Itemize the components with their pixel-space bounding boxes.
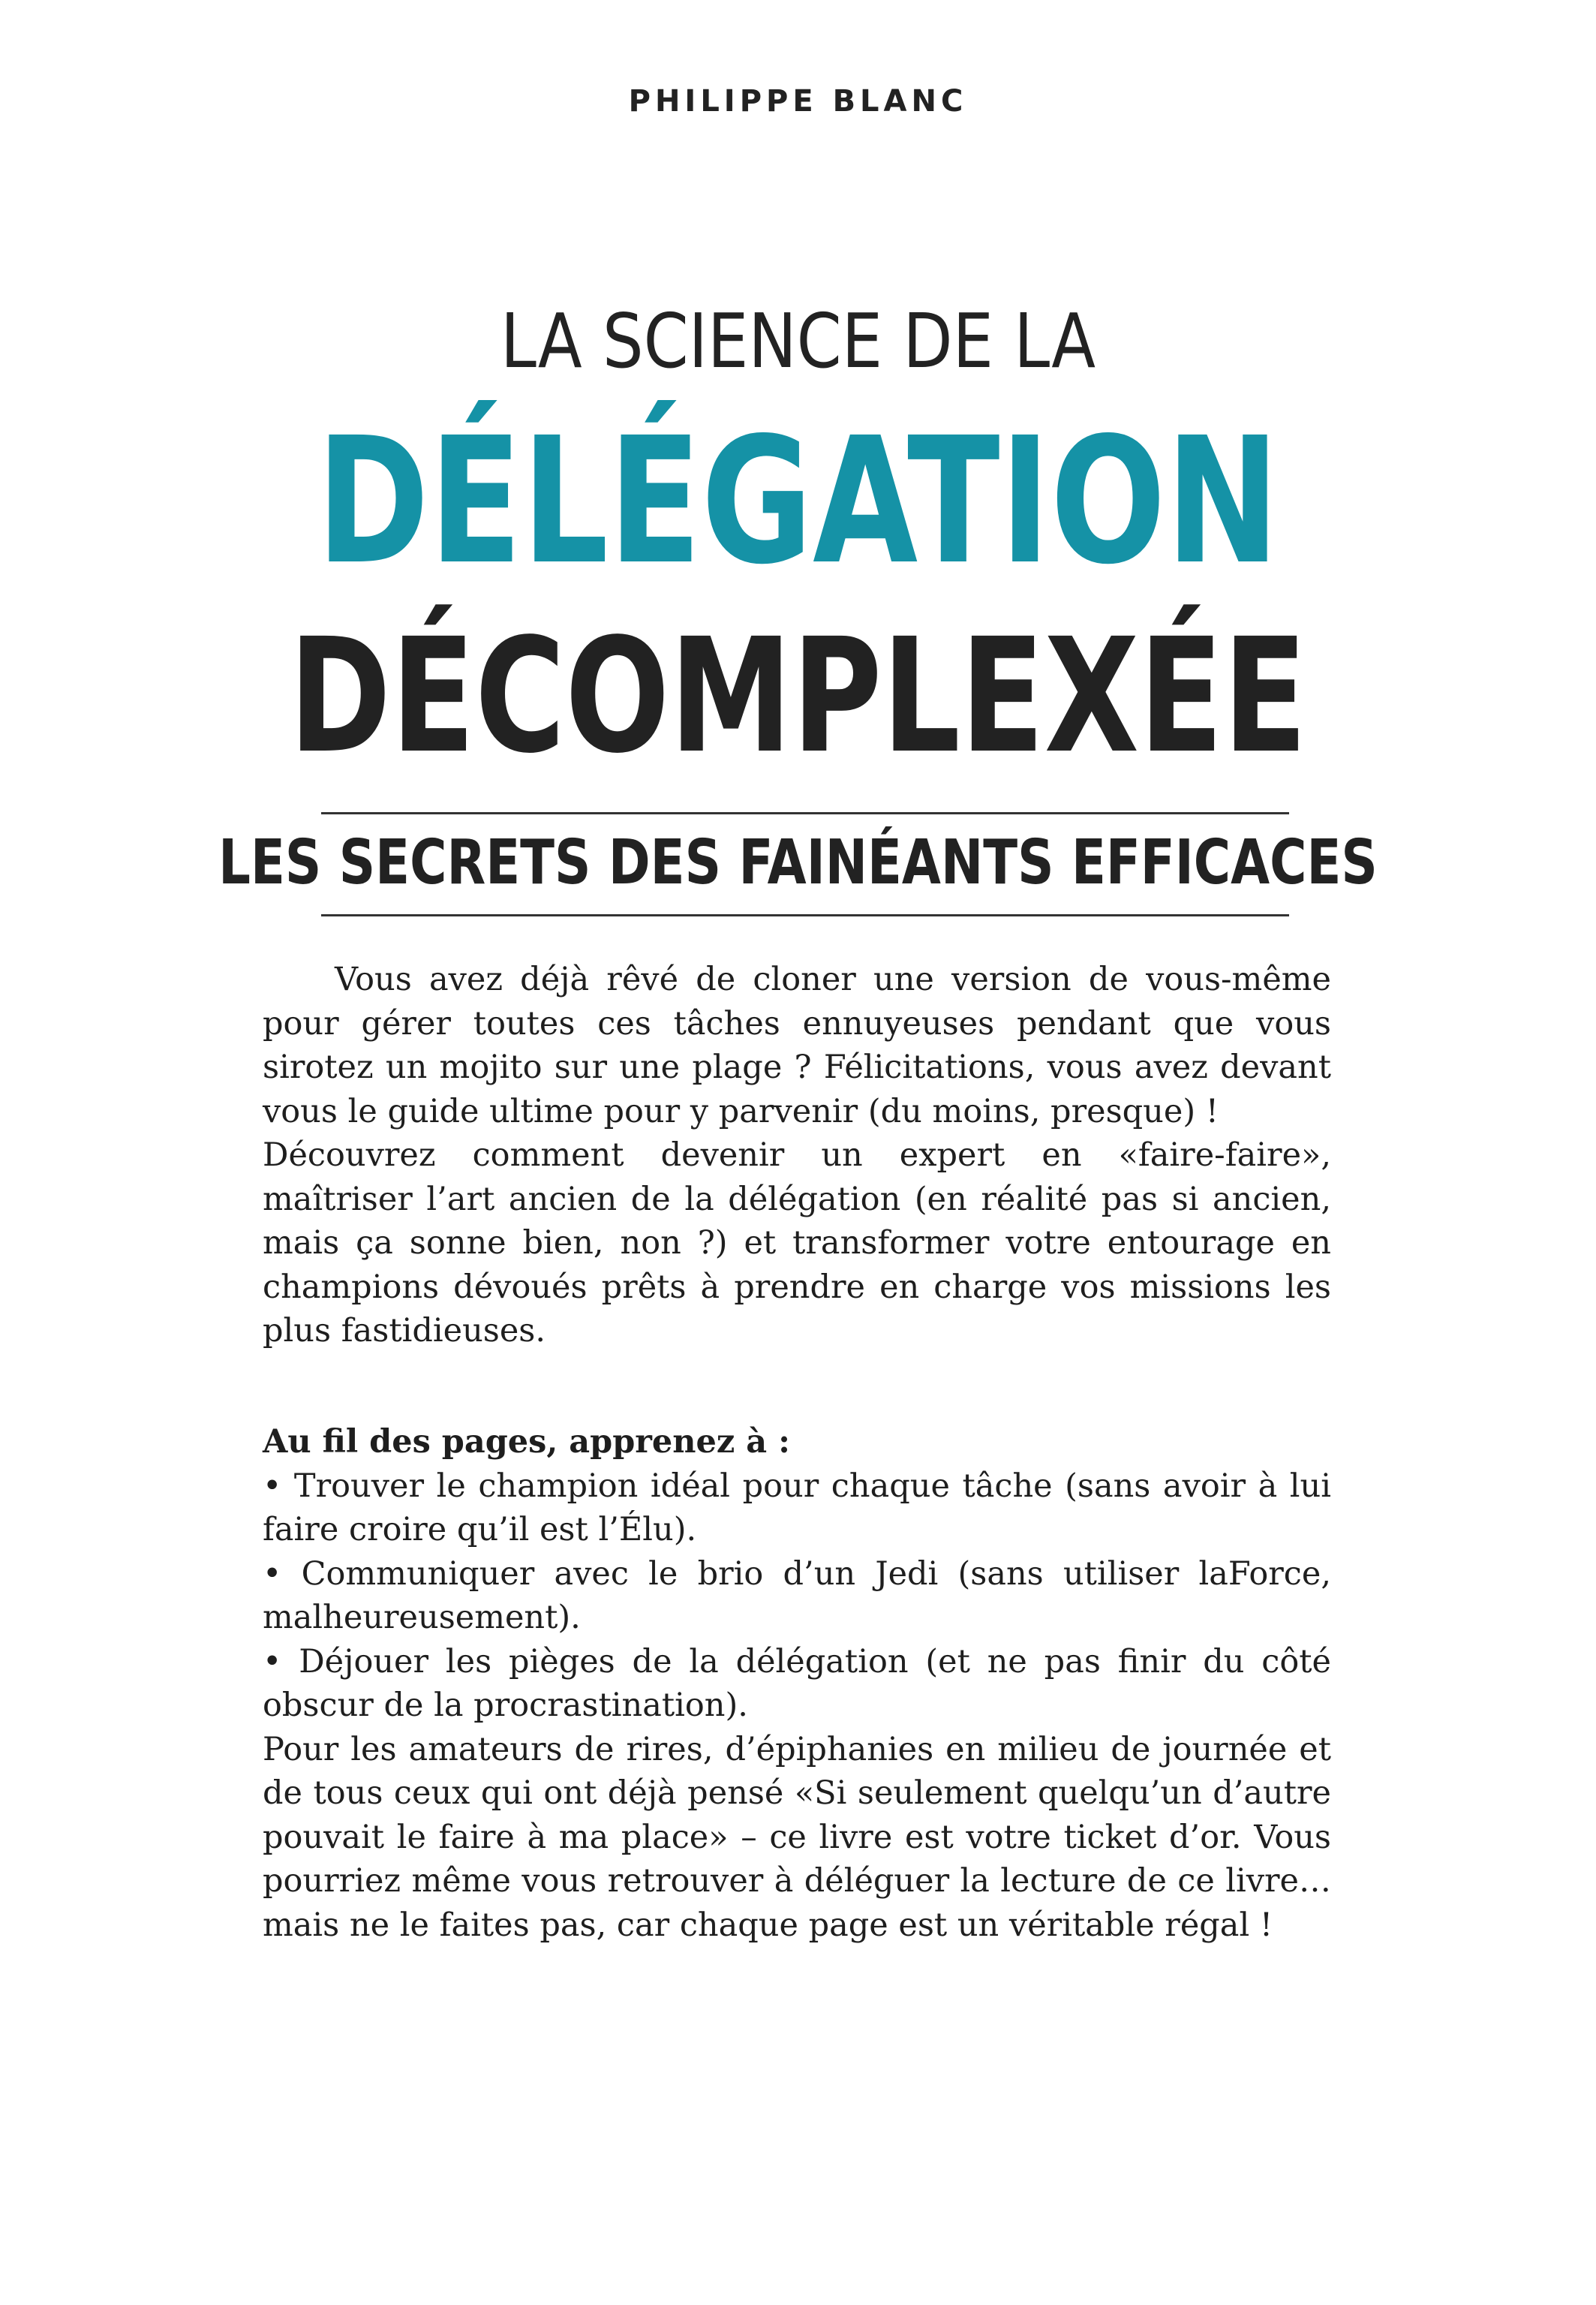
- subtitle-top-rule: [321, 812, 1289, 814]
- intro-paragraph: Découvrez comment devenir un expert en «faire-faire», maîtriser l’art ancien de la délégation (en réalité pas si ancien, mais ça sonne bien, non ?) et transformer votre entourage en champions dévoués prêts à prendre en charge vos missions les plus fastidieuses.: [263, 1136, 1331, 1350]
- author-name: PHILIPPE BLANC: [628, 84, 968, 119]
- title-prefix: LA SCIENCE DE LA: [500, 297, 1096, 385]
- intro-paragraph: Vous avez déjà rêvé de cloner une version de vous-même pour gérer toutes ces tâches ennuyeuses pendant que vous sirotez un mojito sur une plage ? Félicitations, vous avez devant vous le guide ultime pour y parvenir (du moins, presque) !: [263, 961, 1331, 1130]
- list-item: • Trouver le champion idéal pour chaque tâche (sans avoir à lui faire croire qu’il est l’Élu).: [263, 1467, 1331, 1548]
- closing-paragraph: Pour les amateurs de rires, d’épiphanies en milieu de journée et de tous ceux qui ont déjà pensé «Si seulement quelqu’un d’autre pouvait le faire à ma place» – ce livre est votre ticket d’or. Vous pourriez même vous retrouver à déléguer la lecture de ce livre… mais ne le faites pas, car chaque page est un véritable régal !: [263, 1730, 1331, 1944]
- title-secondary: DÉCOMPLEXÉE: [289, 604, 1307, 788]
- list-item: • Déjouer les pièges de la délégation (et ne pas finir du côté obscur de la procrastination).: [263, 1642, 1331, 1724]
- list-item: • Communiquer avec le brio d’un Jedi (sans utiliser laForce, malheureusement).: [263, 1554, 1331, 1636]
- subtitle: LES SECRETS DES FAINÉANTS EFFICACES: [218, 827, 1378, 898]
- intro-section: [263, 958, 1331, 1353]
- benefits-section: [263, 1420, 1331, 1947]
- subtitle-bottom-rule: [321, 914, 1289, 916]
- benefits-heading: Au fil des pages, apprenez à :: [263, 1423, 790, 1461]
- title-main: DÉLÉGATION: [316, 400, 1280, 603]
